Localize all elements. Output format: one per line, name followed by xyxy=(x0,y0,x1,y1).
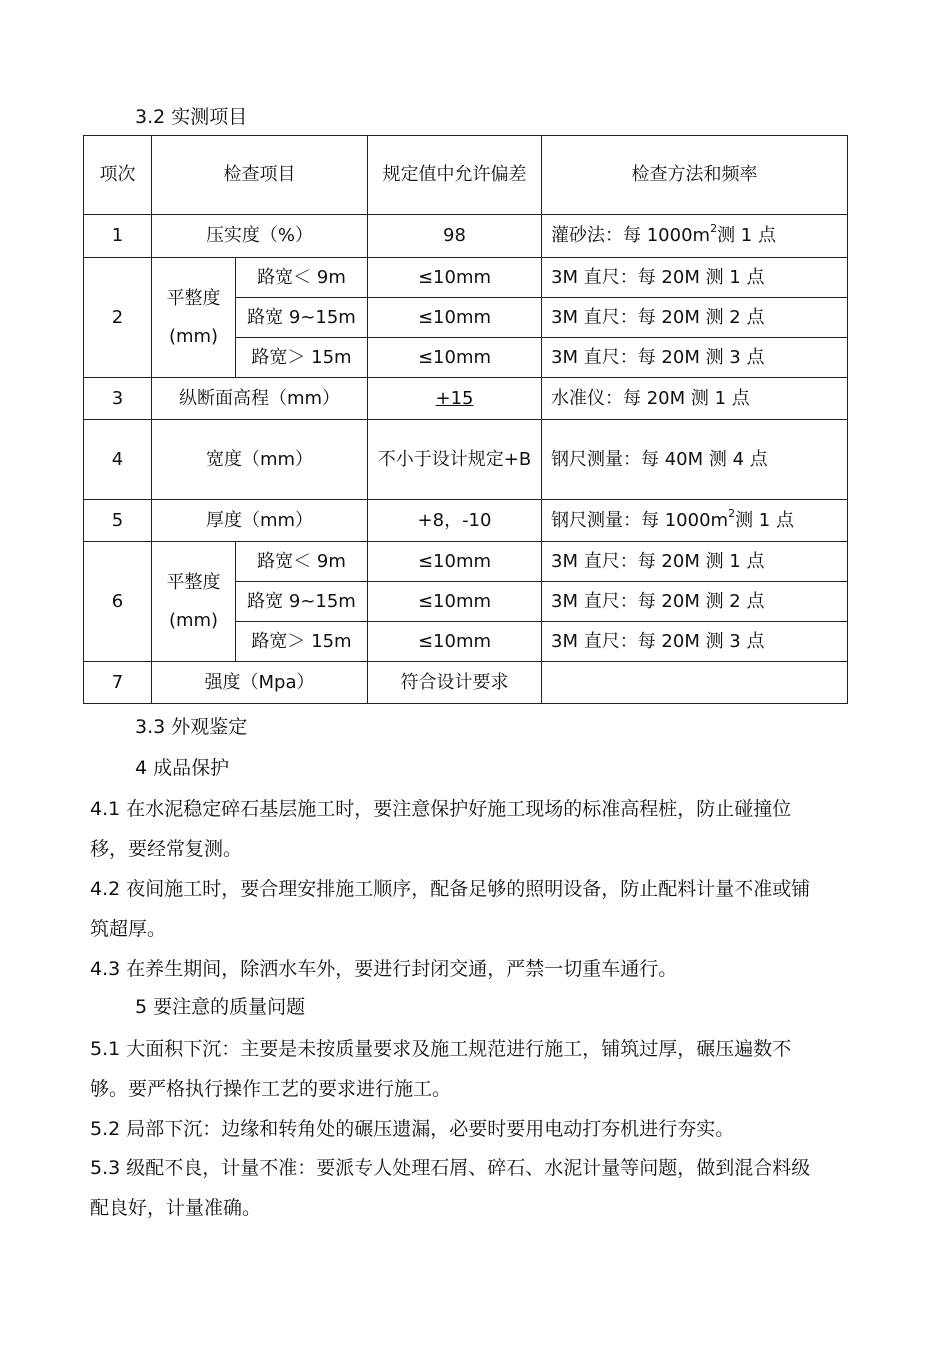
paragraph-4-2: 4.2 夜间施工时，要合理安排施工顺序，配备足够的照明设备，防止配料计量不准或铺筑超厚。 xyxy=(90,878,811,940)
table-row xyxy=(84,420,848,500)
method-text-tail: 测 1 点 xyxy=(735,509,794,531)
row-tolerance: ≤10mm xyxy=(368,582,542,622)
row-method: 3M 直尺：每 20M 测 1 点 xyxy=(542,542,848,582)
section-heading-5: 5 要注意的质量问题 xyxy=(135,996,306,1018)
row-tolerance: ≤10mm xyxy=(368,542,542,582)
method-text: 钢尺测量：每 1000m xyxy=(551,509,729,531)
row-tolerance: ≤10mm xyxy=(368,338,542,378)
row-no: 6 xyxy=(84,542,152,662)
row-method: 3M 直尺：每 20M 测 1 点 xyxy=(542,258,848,298)
table-row xyxy=(84,662,848,704)
row-method: 3M 直尺：每 20M 测 3 点 xyxy=(542,622,848,662)
row-item: 宽度（mm） xyxy=(152,420,368,500)
section-heading-4: 4 成品保护 xyxy=(135,757,230,779)
sub-item: 路宽＜ 9m xyxy=(236,542,368,582)
row-item: 压实度（%） xyxy=(152,215,368,258)
sub-item: 路宽＞ 15m xyxy=(236,338,368,378)
row-method: 3M 直尺：每 20M 测 3 点 xyxy=(542,338,848,378)
row-item: 纵断面高程（mm） xyxy=(152,378,368,420)
group-unit: (mm) xyxy=(168,609,219,631)
superscript: 2 xyxy=(710,222,718,235)
row-no: 5 xyxy=(84,500,152,542)
row-method xyxy=(542,662,848,704)
row-item: 厚度（mm） xyxy=(152,500,368,542)
row-tolerance: ≤10mm xyxy=(368,258,542,298)
row-tolerance: 符合设计要求 xyxy=(368,662,542,704)
paragraph-5-3: 5.3 级配不良，计量不准：要派专人处理石屑、碎石、水泥计量等问题，做到混合料级配良好，计量准确。 xyxy=(90,1157,811,1219)
row-item-group xyxy=(152,258,236,378)
paragraph-4-1: 4.1 在水泥稳定碎石基层施工时，要注意保护好施工现场的标准高程桩，防止碰撞位移，要经常复测。 xyxy=(90,798,792,860)
section-heading-3-3: 3.3 外观鉴定 xyxy=(135,716,248,738)
sub-item: 路宽 9~15m xyxy=(236,582,368,622)
row-method xyxy=(542,215,848,258)
row-tolerance: +8，-10 xyxy=(368,500,542,542)
row-method: 钢尺测量：每 40M 测 4 点 xyxy=(542,420,848,500)
table-row xyxy=(84,542,848,582)
sub-item: 路宽 9~15m xyxy=(236,298,368,338)
row-item: 强度（Mpa） xyxy=(152,662,368,704)
row-no: 1 xyxy=(84,215,152,258)
row-tolerance: ≤10mm xyxy=(368,298,542,338)
row-no: 2 xyxy=(84,258,152,378)
row-item-group xyxy=(152,542,236,662)
superscript: 2 xyxy=(728,506,736,520)
measurement-table xyxy=(83,135,848,704)
row-method: 3M 直尺：每 20M 测 2 点 xyxy=(542,582,848,622)
row-no: 7 xyxy=(84,662,152,704)
header-method: 检查方法和频率 xyxy=(542,136,848,215)
table-header-row xyxy=(84,136,848,215)
paragraph-5-2: 5.2 局部下沉：边缘和转角处的碾压遗漏，必要时要用电动打夯机进行夯实。 xyxy=(90,1118,735,1140)
group-label: 平整度 xyxy=(166,287,221,309)
method-text: 灌砂法：每 1000m xyxy=(551,225,711,246)
header-tolerance: 规定值中允许偏差 xyxy=(368,136,542,215)
sub-item: 路宽＞ 15m xyxy=(236,622,368,662)
plus-minus-value: +15 xyxy=(435,387,474,409)
header-no: 项次 xyxy=(84,136,152,215)
paragraph-5-1: 5.1 大面积下沉：主要是未按质量要求及施工规范进行施工，铺筑过厚，碾压遍数不够。要严格执行操作工艺的要求进行施工。 xyxy=(90,1038,792,1100)
row-method: 水准仪：每 20M 测 1 点 xyxy=(542,378,848,420)
row-tolerance: 98 xyxy=(368,215,542,258)
row-tolerance: ≤10mm xyxy=(368,622,542,662)
table-row xyxy=(84,500,848,542)
table-row xyxy=(84,258,848,298)
section-heading-3-2: 3.2 实测项目 xyxy=(135,106,248,128)
table-row xyxy=(84,215,848,258)
row-no: 3 xyxy=(84,378,152,420)
header-item: 检查项目 xyxy=(152,136,368,215)
method-text-tail: 测 1 点 xyxy=(717,225,776,246)
group-label: 平整度 xyxy=(166,571,221,593)
row-tolerance xyxy=(368,378,542,420)
row-method: 3M 直尺：每 20M 测 2 点 xyxy=(542,298,848,338)
sub-item: 路宽＜ 9m xyxy=(236,258,368,298)
paragraph-4-3: 4.3 在养生期间，除洒水车外，要进行封闭交通，严禁一切重车通行。 xyxy=(90,958,678,980)
row-no: 4 xyxy=(84,420,152,500)
row-method xyxy=(542,500,848,542)
row-tolerance: 不小于设计规定+B xyxy=(368,420,542,500)
group-unit: (mm) xyxy=(168,325,219,347)
table-row xyxy=(84,378,848,420)
